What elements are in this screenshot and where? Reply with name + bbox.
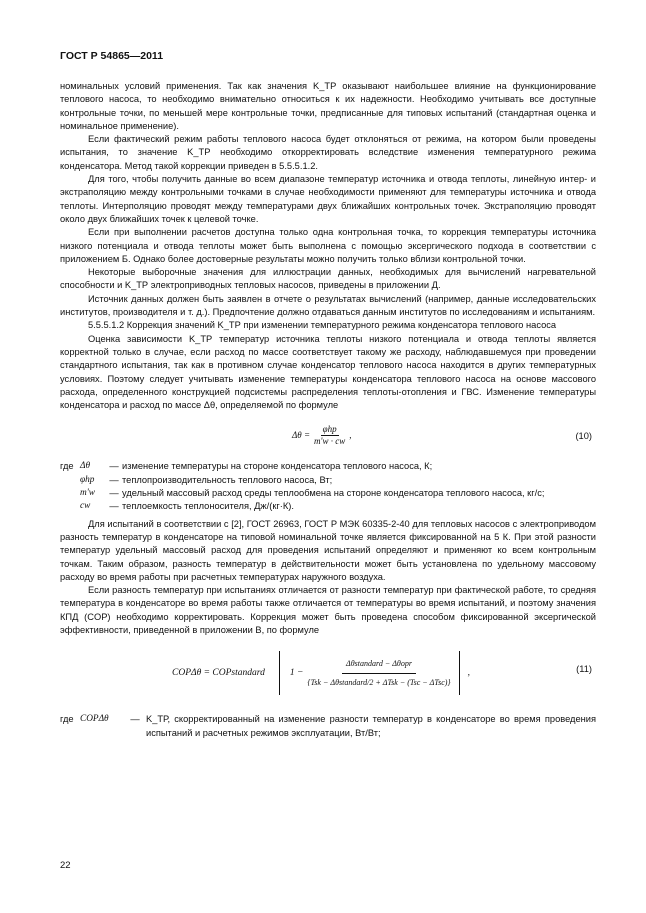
- formula-10: [60, 420, 596, 454]
- where-label: где: [60, 714, 74, 725]
- paragraph-6: Источник данных должен быть заявлен в отчете о результатах вычислений (например, данные исследовательских институтов, производителя и т. д.). Предпочтение должно отдаваться данным институтов по исследованиям и испытаниям.: [60, 293, 596, 318]
- formula-10-denominator: m'w · cw: [314, 436, 346, 447]
- definition-symbol: cw: [80, 501, 91, 512]
- formula-11-expression: [172, 649, 470, 697]
- page-content: [60, 80, 596, 740]
- paragraph-5: Некоторые выборочные значения для иллюстрации данных, необходимых для вычислений нагревательной способности и K_ТР электроприводных тепловых насосов, приведены в приложении Д.: [60, 267, 596, 291]
- definition-text: удельный массовый расход среды теплообмена на стороне конденсатора теплового насоса, кг/с;: [122, 488, 545, 499]
- definition-row: [60, 460, 596, 473]
- formula-10-number: (10): [575, 431, 592, 442]
- formula-10-tail: ,: [349, 430, 352, 441]
- paragraph-8: Для испытаний в соответствии с [2], ГОСТ 26963, ГОСТ Р МЭК 60335-2-40 для тепловых насосов с электроприводом разность температур в конденсаторе на типовой номинальной точке является фиксированной на 5 К. При этой разности температур удельный массовый расход для проведения испытаний определяют и применяют ко всем контрольным точкам. Таким образом, разность температур в действительности может быть установлена по удельному массовому расходу во время работы при расчетных температурах наружного воздуха.: [60, 518, 596, 582]
- definition-dash: —: [109, 501, 119, 512]
- definition-dash: —: [109, 488, 119, 499]
- paragraph-9: Если разность температур при испытаниях отличается от разности температур при фактической работе, то средняя температура в конденсаторе во время работы также отличается от температуры во время испытаний, и поэтому значения КПД (COP) необходимо корректировать. Коррекция может быть проведена способом фиксированной эксергической эффективности, приведенной в приложении В, по формуле: [60, 585, 596, 635]
- formula-11: [60, 643, 596, 707]
- formula-11-definition: [60, 713, 596, 740]
- definition-symbol: φhp: [80, 474, 95, 485]
- formula-10-definitions: [60, 460, 596, 513]
- definition-row: [60, 474, 596, 487]
- definition-text: теплопроизводительность теплового насоса, Вт;: [122, 474, 333, 485]
- where-label: где: [60, 461, 74, 472]
- paragraph-7: Оценка зависимости K_ТР температур источника теплоты низкого потенциала и отвода теплоты является корректной только в случае, если расход по массе соответствует такому же расходу, наблюдавшемуся при проведении стандартного испытания, так как в противном случае конденсатор теплового насоса находится в других температурных условиях. Поэтому следует учитывать изменение температуры конденсатора теплового насоса на основе массового расхода, определенного конструкцией подсистемы распределения теплоты-отопления и ГВС. Изменение температуры конденсатора и расход по массе Δθ, определяемой по формуле: [60, 333, 596, 411]
- formula-11-right-bracket: [459, 651, 462, 695]
- definition-row: [60, 487, 596, 500]
- formula-10-lhs: Δθ =: [292, 430, 311, 441]
- page-number: 22: [60, 860, 71, 871]
- definition-text: изменение температуры на стороне конденсатора теплового насоса, К;: [122, 461, 433, 472]
- formula-10-numerator: φhp: [322, 424, 337, 435]
- definition-symbol: Δθ: [80, 461, 91, 472]
- paragraph-4: Если при выполнении расчетов доступна только одна контрольная точка, то коррекция температуры источника низкого потенциала и отвода теплоты может быть выполнена с помощью эксергического подхода в соответствии с приложением Б. Однако более достоверные результаты можно получить только вблизи контрольной точки.: [60, 227, 596, 264]
- formula-11-one: 1 −: [289, 667, 304, 678]
- definition-symbol: COPΔθ: [80, 714, 109, 725]
- section-heading-5-5-5-1-2: 5.5.5.1.2 Коррекция значений K_ТР при изменении температурного режима конденсатора теплового насоса: [88, 320, 557, 331]
- definition-text: K_ТР, скорректированный на изменение разности температур в конденсаторе во время проведения испытаний и расчетных режимов эксплуатации, Вт/Вт;: [146, 714, 596, 738]
- definition-row: [60, 500, 596, 513]
- formula-11-number: (11): [576, 664, 592, 675]
- definition-dash: —: [109, 461, 119, 472]
- page-header: ГОСТ Р 54865—2011: [60, 50, 164, 62]
- definition-symbol: m'w: [80, 488, 95, 499]
- formula-10-expression: [292, 424, 351, 447]
- formula-11-fraction: [303, 657, 454, 689]
- paragraph-1: номинальных условий применения. Так как значения K_ТР оказывают наибольшее влияние на функционирование теплового насоса, то необходимо внимательно относиться к их надежности. Необходимо учитывать все доступные контрольные точки, по меньшей мере контрольные точки, предписанные для типовых испытаний (стандартная оценка и номинальное применение).: [60, 81, 596, 131]
- formula-11-denominator: {Tsk − Δθstandard/2 + ΔTsk − (Tsc − ΔTsc)}: [307, 677, 451, 687]
- definition-dash: —: [130, 714, 140, 725]
- definition-text: теплоемкость теплоносителя, Дж/(кг·К).: [122, 501, 294, 512]
- formula-11-numerator: Δθstandard − Δθopr: [342, 657, 416, 673]
- paragraph-3: Для того, чтобы получить данные во всем диапазоне температур источника и отвода теплоты, линейную интер- и экстраполяцию между контрольными точками в случае необходимости применяют для температуры источника и отвода теплоты. Интерполяцию проводят между температурами двух ближайших контрольных точек. Экстраполяцию проводят около двух ближайших точек к целевой точке.: [60, 174, 596, 224]
- formula-10-fraction: [312, 424, 347, 447]
- definition-dash: —: [109, 474, 119, 485]
- formula-11-lhs: COPΔθ = COPstandard: [172, 667, 265, 678]
- formula-11-tail: ,: [467, 667, 470, 678]
- paragraph-2: Если фактический режим работы теплового насоса будет отклоняться от режима, на котором были проведены испытания, то значение K_ТР необходимо откорректировать вследствие изменения температурного режима конденсатора. Метод такой коррекции приведен в 5.5.5.1.2.: [60, 134, 596, 171]
- formula-11-left-bracket: [279, 651, 282, 695]
